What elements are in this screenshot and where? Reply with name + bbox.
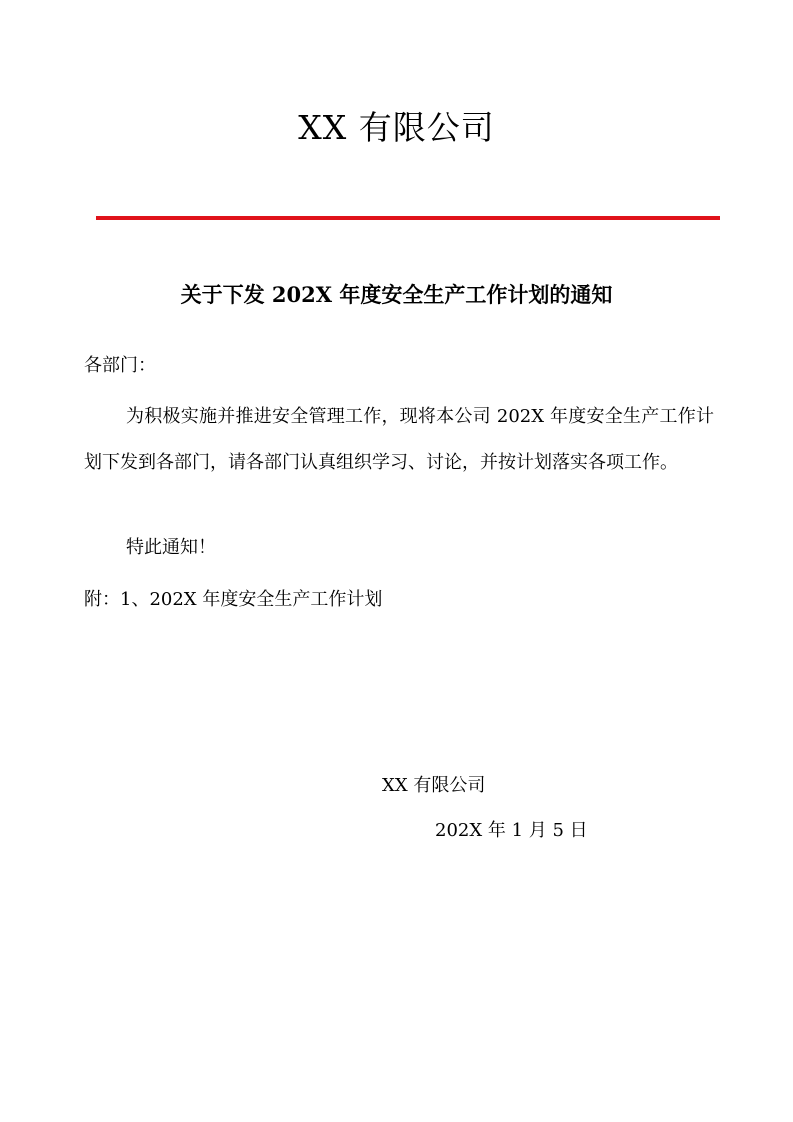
signature-date: 202X 年 1 月 5 日 [435,820,588,841]
body-paragraph: 为积极实施并推进安全管理工作，现将本公司 202X 年度安全生产工作计划下发到各部门，请各部门认真组织学习、讨论，并按计划落实各项工作。 [84,406,714,473]
closing-line: 特此通知！ [126,537,216,558]
attachment-line: 附：1、202X 年度安全生产工作计划 [84,589,383,610]
signature-company: XX 有限公司 [382,775,486,796]
notice-title: 关于下发 202X 年度安全生产工作计划的通知 [180,282,613,307]
red-header-divider [96,216,720,220]
salutation: 各部门： [84,355,156,376]
company-title: XX 有限公司 [298,108,495,147]
